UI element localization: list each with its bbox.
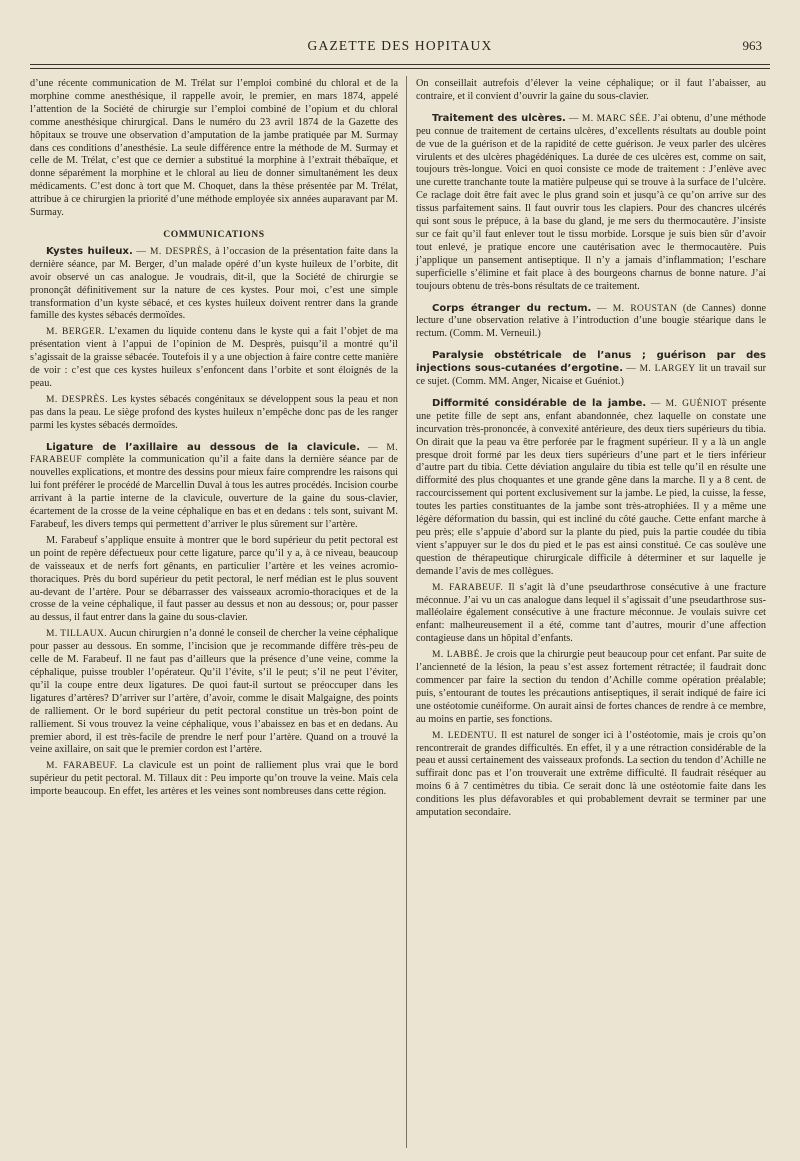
author-name: — M. ROUSTAN — [597, 303, 678, 314]
paragraph-text: Il s’agit là d’une pseudarthrose consécutive à une fracture méconnue. J’ai vu un cas analogue dans lequel il s’agissait d’une pseudarthrose sus-malléolaire également consécutive à une fracture méconnue. Je voulais suivre cet enfant: malheureusement il a été, comme tant d’autres, mourir d’une affection contagieuse dans un hôpital d’enfants. — [416, 581, 767, 645]
paragraph-text: Il est naturel de songer ici à l’ostéotomie, mais je crois qu’on rencontrerait de grandes difficultés. En effet, il y a une rétraction considérable de la peau et aussi certainement des vaisseaux profonds. La section du tendon d’Achille ne suffirait donc pas et l’on trouverait une extrême difficulté. Il faudrait réséquer au moins 6 à 7 centimètres du tibia. Ce serait donc là une ostéotomie faite dans les conditions les plus défavorables et qui probablement devrait se terminer par une amputation secondaire. — [416, 729, 766, 819]
paragraph — [30, 326, 398, 391]
author-name: M. LEDENTU. — [432, 730, 498, 741]
author-name: — M. FARABEUF — [30, 442, 398, 466]
paragraph-text: L’examen du liquide contenu dans le kyste qui a fait l’objet de ma présentation vient à l’appui de l’opinion de M. Desprès, puisqu’il a montré qu’il s’agissait de la graisse sébacée. Toutefois il y a une objection à faire contre cette manière de voir : c’est que ces kystes huileux s’enfoncent dans l’orbite et sont éloignés de la peau. — [30, 326, 398, 389]
paragraph-text: à l’occasion de la présentation faite dans la dernière séance, par M. Berger, d’un malade opéré d’un kyste huileux de l’orbite, dit avoir observé un cas analogue. Je voudrais, dit-il, que la Société de chirurgie se prononçât définitivement sur la nature de ces kystes. Pour moi, c’est une simple transformation d’un kyste sébacé, et ces kystes huileux doivent rentrer dans la grande famille des kystes sébacés dermoïdes. — [30, 245, 399, 322]
article-heading: Traitement des ulcères. — [432, 112, 566, 124]
paragraph — [30, 246, 398, 323]
page-number: 963 — [742, 38, 762, 53]
paragraph — [30, 394, 398, 433]
author-name: — M. MARC SÉE. — [568, 113, 651, 124]
paragraph — [30, 442, 398, 532]
header-rule-thin — [30, 68, 770, 69]
left-column — [30, 78, 398, 1148]
paragraph: On conseillait autrefois d’élever la veine céphalique; or il faut l’abaisser, au contraire, et il convient d’ouvrir la gaine du sous-clavier. — [416, 78, 766, 102]
paragraph-text: La clavicule est un point de ralliement plus vrai que le bord supérieur du petit pectoral. M. Tillaux dit : Peu importe qu’on trouve la veine. Mais cela importe beaucoup. En effet, les artères et les veines sont nombreuses dans cette région. — [30, 760, 398, 798]
paragraph — [416, 582, 766, 647]
article-heading: Corps étranger du rectum. — [432, 302, 592, 314]
section-title: COMMUNICATIONS — [163, 228, 265, 240]
article-heading: Difformité considérable de la jambe. — [432, 397, 647, 409]
article-heading: Ligature de l’axillaire au dessous de la clavicule. — [46, 441, 361, 453]
paragraph-text: J’ai obtenu, d’une méthode peu connue de traitement de certains ulcères, d’excellents résultats au double point de vue de la guérison et de la rapidité de cette guérison. Je veux parler des ulcères virulents et des ulcères phagédéniques. La durée de ces ulcères est, comme on sait, toujours très-longue. Voici en quoi consiste ce mode de traitement : J’enlève avec une curette tranchante toute la matière pulpeuse qui se trouve à la surface de l’ulcère. Ce raclage doit être fait avec le plus grand soin et jusqu’à ce qu’on arrive sur des tissus parfaitement sains. Il faut ouvrir tous les clapiers. Pour des chancres ulcérés qui sont sous le prépuce, à la base du gland, je me sers du thermocautère. J’insiste sur ce fait qu’il faut enlever tout le tissu morbide. Lorsque je suis bien sûr d’avoir tout enlevé, je pratique encore une cautérisation avec le thermocautère. Puis j’applique un pansement antiseptique. Il n’y a jamais d’inflammation; l’eschare superficielle s’élimine et fait place à des bourgeons charnus de bonne nature. J’ai toujours obtenu de très-bons résultats de ce traitement. — [416, 112, 766, 292]
column-divider — [406, 76, 407, 1148]
paragraph-text: complète la communication qu’il a faite dans la dernière séance par de nouvelles explications, et montre des dessins pour mieux faire comprendre les raisons qui lui font préférer le procédé de Marcellin Duval à tous les autres procédés. Incision courbe arrivant à la partie interne de la clavicule, ouverture de la gaine du sous-clavier, écartement de la crosse de la veine céphalique en bas et en dedans : tels sont, suivant M. Farabeuf, les divers temps qui permettent d’arriver le plus sûrement sur l’artère. — [30, 454, 398, 530]
author-name: M. DESPRÈS. — [46, 394, 108, 405]
paragraph — [416, 113, 766, 294]
paragraph — [416, 649, 766, 726]
paragraph: M. Farabeuf s’applique ensuite à montrer que le bord supérieur du petit pectoral est un point de repère défectueux pour cette ligature, parce qu’il y a, à ce niveau, beaucoup de vaisseaux et de nerfs fort gênants, en particulier l’artère et les veines acromio-thoraciques. Près du bord supérieur du petit pectoral, le nerf médian est le plus souvent au-devant de l’artère. Pour se débarrasser des vaisseaux acromio-thoraciques et de la crosse de la veine céphalique, il faut passer au dessus et non au dessous; or, pour passer au dessus, il faut entrer dans la gaine du sous-clavier. — [30, 534, 398, 624]
author-name: M. FARABEUF. — [46, 761, 118, 772]
article-heading: Kystes huileux. — [46, 245, 133, 257]
article-heading: Paralysie obstétricale de l’anus ; guérison par des injections sous-cutanées d’ergotine. — [416, 350, 766, 375]
paragraph-text: Je crois que la chirurgie peut beaucoup pour cet enfant. Par suite de l’ancienneté de la lésion, la peau s’est assez fortement rétractée; il faudrait donc commencer par faire la section du tendon d’Achille comme opération préalable; puis, s’entourant de toutes les précautions antiseptiques, il serait indiqué de faire ici une ostéotomie cunéiforme. On aurait ainsi de fortes chances de rendre à ce membre, au moins en partie, ses fonctions. — [416, 649, 766, 725]
paragraph-text: Aucun chirurgien n’a donné le conseil de chercher la veine céphalique pour passer au dessous. En somme, l’incision que je recommande diffère très-peu de celle de M. Farabeuf. Il ne faut pas d’ailleurs que la présence d’une veine, comme la céphalique, puisse troubler l’opérateur. Qu’il l’évite, s’il le peut; s’il ne peut l’éviter, qu’il la coupe entre deux ligatures. De quoi faut-il surtout se préoccuper dans les ligatures d’artères? D’arriver sur l’artère, d’avoir, comme le disait Malgaigne, des points de ralliement. Or le bord supérieur du petit pectoral constitue un très-bon point de ralliement. Si vous trouvez la veine céphalique, vous l’abaissez en bas et en dedans. Au premier abord, il est très-facile de prendre le nerf pour l’artère. Quand on a trouvé la veine axillaire, on sait que le premier cordon est l’artère. — [30, 628, 398, 756]
paragraph — [416, 398, 766, 579]
journal-title: GAZETTE DES HOPITAUX — [307, 38, 493, 53]
paragraph-text: présente une petite fille de sept ans, enfant abandonnée, chez laquelle on constate une incurvation très-prononcée, à convexité antérieure, des deux tiers supérieurs du tibia. On dirait que la peau va être perforée par le fragment supérieur. Il y a là un angle presque droit formé par les deux tiers supérieurs d’une part et le tiers inférieur d’autre part du tibia. Cette déviation angulaire du tibia est telle qu’il en résulte une difformité des plus choquantes et une grande gêne dans la marche. Il y a 8 cent. de raccourcissement qui portent exclusivement sur la jambe. Le pied, la cuisse, la fesse, toutes les parties constituantes de la jambe sont très-atrophiées. Il y a même une légère déformation du bassin, qui est incliné du côté gauche. Cette enfant marche à peu près; elle s’appuie d’abord sur la plante du pied, puis la partie coudée du tibia vient s’appuyer sur le dos du pied et le pas est ainsi constitué. Ce cas soulève une question de thérapeutique chirurgicale difficile à déterminer et sur laquelle je demande l’avis de mes collègues. — [416, 397, 767, 577]
author-name: M. TILLAUX. — [46, 629, 108, 640]
author-name: M. LABBÉ. — [432, 650, 483, 661]
paragraph — [416, 303, 766, 342]
paragraph — [416, 350, 766, 389]
paragraph-text: (de Cannes) donne lecture d’une observation relative à l’introduction d’une bougie stéarique dans le rectum. (Comm. M. Verneuil.) — [416, 302, 767, 340]
author-name: M. FARABEUF. — [432, 582, 504, 593]
author-name: M. BERGER. — [46, 327, 105, 338]
paragraph — [30, 628, 398, 757]
author-name: — M. GUÉNIOT — [650, 398, 728, 409]
page-header — [30, 38, 770, 60]
paragraph: d’une récente communication de M. Trélat sur l’emploi combiné du chloral et de la morphine comme anesthésique, il rappelle avoir, le premier, en mars 1874, appelé l’attention de la Société de chirurgie sur l’emploi combiné de l’opium et du chloral comme anesthésique chirurgical. Dans le numéro du 23 avril 1874 de la Gazette des hôpitaux se trouve une observation d’amputation de la jambe pratiquée par M. Surmay dans ces conditions d’anesthésie. La seule différence entre la méthode de M. Surmay et celle de M. Trélat, c’est que ce dernier a substitué la morphine à l’extrait thébaïque, et donne séparément la morphine et le chloral au lieu de donner simultanément les deux médicaments. C’est donc à tort que M. Choquet, dans la thèse présentée par M. Trélat, attribue à ce chirurgien la priorité d’une méthode employée six années auparavant par M. Surmay. — [30, 78, 398, 219]
paragraph-text: lit un travail sur ce sujet. (Comm. MM. Anger, Nicaise et Guéniot.) — [416, 363, 767, 388]
paragraph — [416, 730, 766, 820]
paragraph — [30, 760, 398, 799]
right-column — [416, 78, 766, 1148]
author-name: — M. LARGEY — [626, 364, 696, 375]
author-name: — M. DESPRÈS, — [136, 246, 212, 257]
paragraph-text: Les kystes sébacés congénitaux se développent sous la peau et non pas dans la peau. Le siège profond des kystes huileux n’empêche donc pas de les ranger parmi les kystes sébacés dermoïdes. — [30, 393, 398, 431]
header-rule — [30, 64, 770, 65]
